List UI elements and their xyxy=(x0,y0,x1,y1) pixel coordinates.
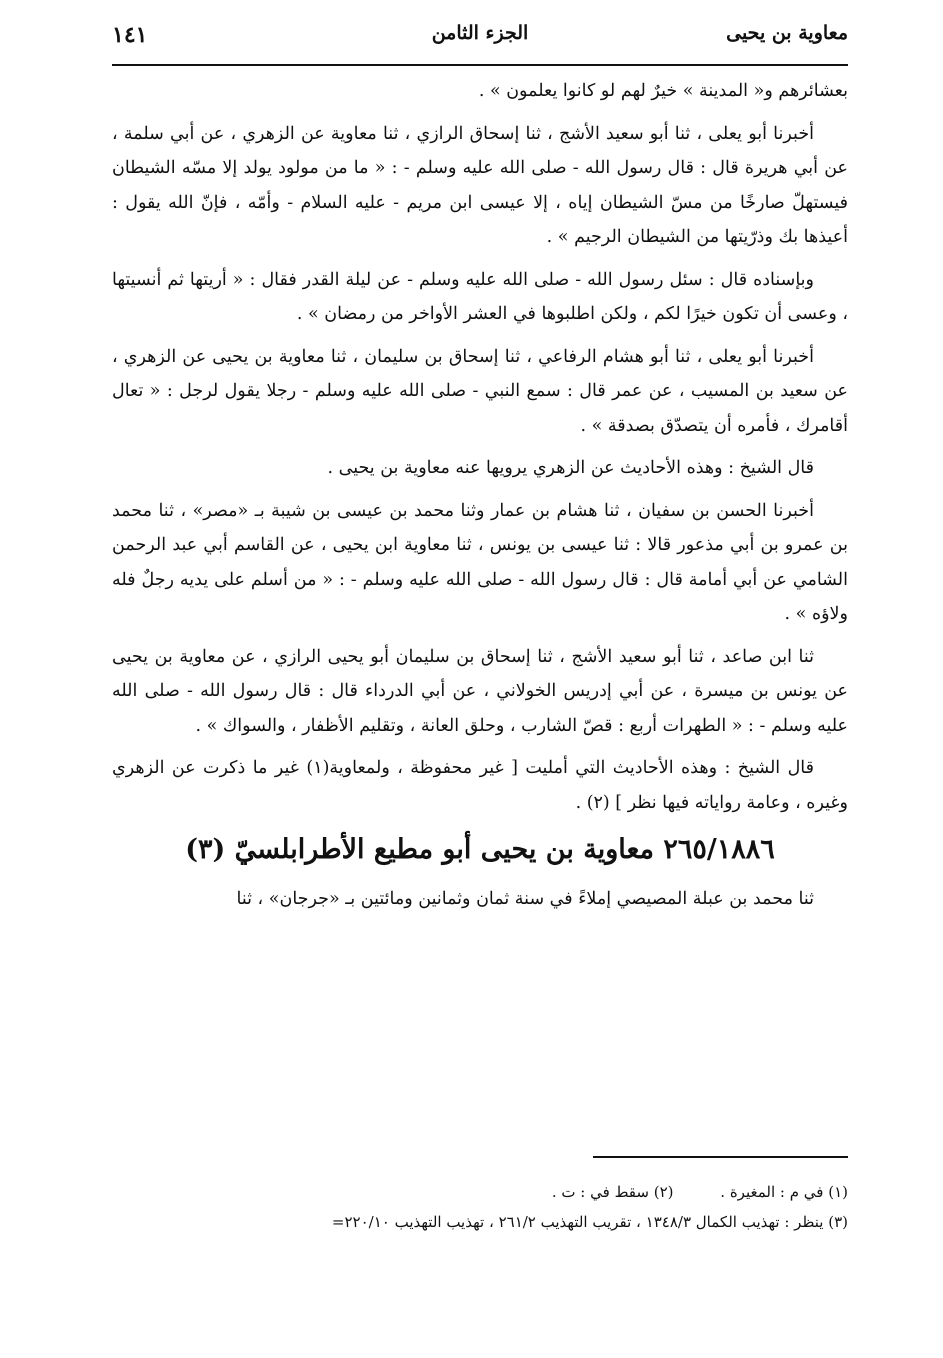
page-number: ١٤١ xyxy=(112,22,148,48)
paragraph-5: قال الشيخ : وهذه الأحاديث عن الزهري يرويها عنه معاوية بن يحيى . xyxy=(327,458,814,478)
header-book-part: معاوية بن يحيى xyxy=(726,22,848,44)
header-divider xyxy=(112,64,848,66)
page-header xyxy=(112,22,848,62)
paragraph-4: أخبرنا أبو يعلى ، ثنا أبو هشام الرفاعي ، ثنا إسحاق بن سليمان ، ثنا معاوية بن يحيى عن الزهري ، عن سعيد بن المسيب ، عن عمر قال : سمع النبي - صلى الله عليه وسلم - رجلا يقول لرجل : « تعال أقامرك ، فأمره أن يتصدّق بصدقة » . xyxy=(112,346,848,436)
paragraph-2: أخبرنا أبو يعلى ، ثنا أبو سعيد الأشج ، ثنا إسحاق الرازي ، ثنا معاوية عن الزهري ، عن أبي سلمة ، عن أبي هريرة قال : قال رسول الله - صلى الله عليه وسلم - : « ما من مولود يولد إلا مسّه الشيطان فيستهلّ صارخًا من مسّ الشيطان إياه ، إلا عيسى ابن مريم - عليه السلام - وأمّه ، فإنّ الله يقول : أعيذها بك وذرّيتها من الشيطان الرجيم » . xyxy=(112,123,848,247)
footnote-2: (٢) سقط في : ت . xyxy=(551,1183,674,1201)
paragraph-1: بعشائرهم و« المدينة » خيرٌ لهم لو كانوا يعلمون » . xyxy=(478,81,848,101)
paragraph-9: ثنا محمد بن عبلة المصيصي إملاءً في سنة ثمان وثمانين ومائتين بـ «جرجان» ، ثنا xyxy=(236,889,814,909)
paragraph-7: ثنا ابن صاعد ، ثنا أبو سعيد الأشج ، ثنا إسحاق بن سليمان أبو يحيى الرازي ، عن معاوية بن يحيى عن يونس بن ميسرة ، عن أبي إدريس الخولاني ، عن أبي الدرداء قال : قال رسول الله - صلى الله عليه وسلم - : « الطهرات أربع : قصّ الشارب ، وحلق العانة ، وتقليم الأظفار ، والسواك » . xyxy=(112,646,848,736)
chapter-title: ٢٦٥/١٨٨٦ معاوية بن يحيى أبو مطيع الأطرابلسيّ (٣) xyxy=(185,834,775,865)
paragraph-8: قال الشيخ : وهذه الأحاديث التي أمليت [ غير محفوظة ، ولمعاوية(١) غير ما ذكرت عن الزهري وغيره ، وعامة رواياته فيها نظر ] (٢) . xyxy=(112,758,848,813)
page-body xyxy=(112,74,848,925)
header-volume: الجزء الثامن xyxy=(431,22,529,44)
footnote-divider xyxy=(593,1156,848,1158)
footnote-3: (٣) ينظر : تهذيب الكمال ١٣٤٨/٣ ، تقريب التهذيب ٢٦١/٢ ، تهذيب التهذيب ٢٢٠/١٠= xyxy=(331,1213,848,1231)
footnotes xyxy=(112,1177,848,1237)
footnote-row xyxy=(112,1177,848,1207)
footnote-1: (١) في م : المغيرة . xyxy=(720,1183,848,1201)
paragraph-3: وبإسناده قال : سئل رسول الله - صلى الله عليه وسلم - عن ليلة القدر فقال : « أريتها ثم أنسيتها ، وعسى أن تكون خيرًا لكم ، ولكن اطلبوها في العشر الأواخر من رمضان » . xyxy=(112,269,848,324)
paragraph-6: أخبرنا الحسن بن سفيان ، ثنا هشام بن عمار وثنا محمد بن عيسى بن شيبة بـ «مصر» ، ثنا محمد بن عمرو بن أبي مذعور قالا : ثنا عيسى بن يونس ، ثنا معاوية ابن يحيى ، عن القاسم أبي عبد الرحمن الشامي عن أبي أمامة قال : قال رسول الله - صلى الله عليه وسلم - : « من أسلم على يديه رجلٌ فله ولاؤه » . xyxy=(112,500,848,624)
